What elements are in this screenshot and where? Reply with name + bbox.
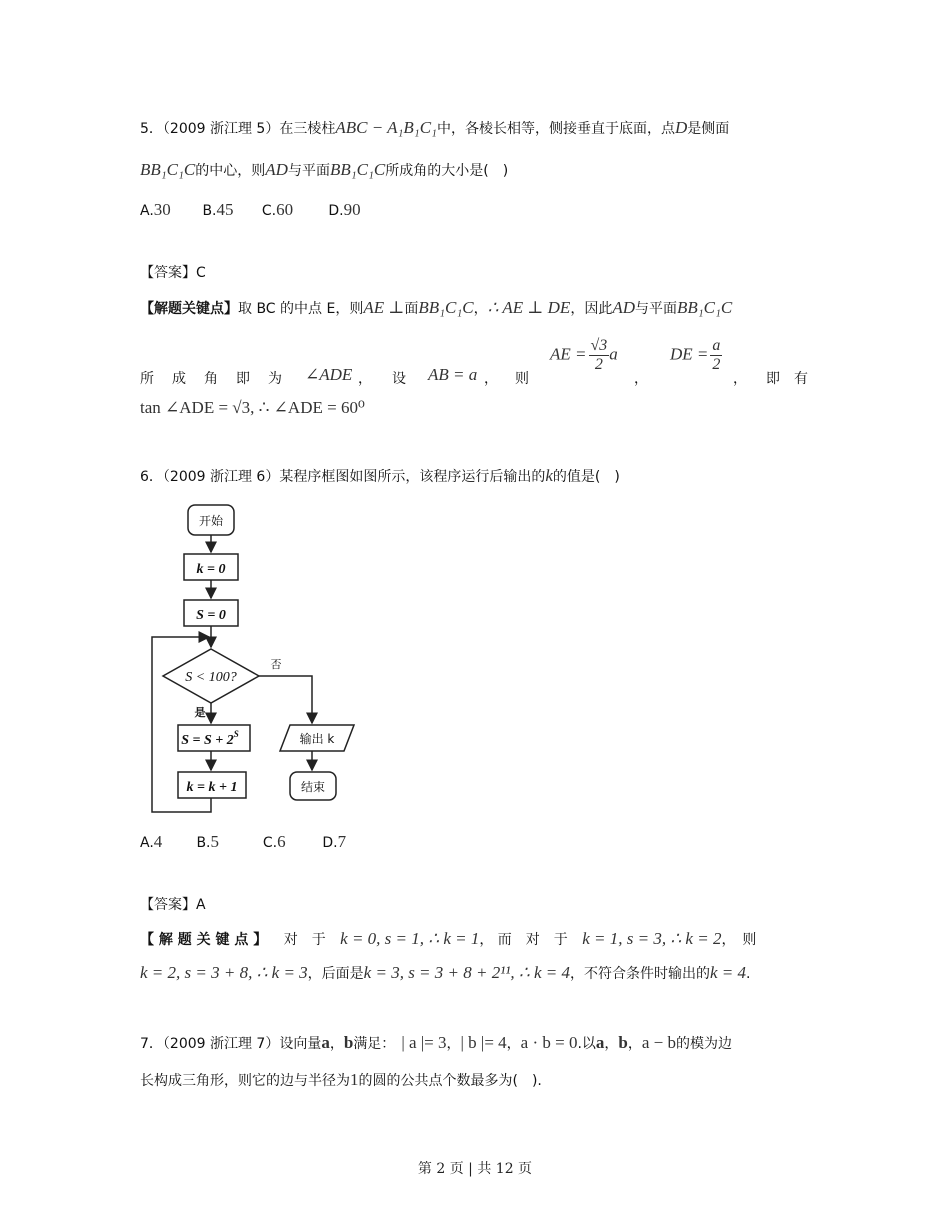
flowchart <box>140 500 370 820</box>
svg-text:结束: 结束 <box>300 780 326 794</box>
option-d: D.7 <box>322 832 347 851</box>
q7-stem-line1: 7．（2009 浙江理 7）设向量a，b满足： | a |= 3，| b |= 4，a · b = 0.以a，b，a − b的模为边 <box>140 1033 733 1052</box>
option-a: A.30 <box>140 200 171 219</box>
svg-text:k = k + 1: k = k + 1 <box>186 780 238 795</box>
svg-text:是: 是 <box>194 706 206 719</box>
q6-stem: 6．（2009 浙江理 6）某程序框图如图所示，该程序运行后输出的k的值是( ) <box>140 466 620 485</box>
q7-stem-line2: 长构成三角形，则它的边与半径为1的圆的公共点个数最多为( ). <box>140 1070 542 1089</box>
q5-solution-line3: tan ∠ADE = √3, ∴ ∠ADE = 60⁰ <box>140 398 365 417</box>
de-formula: DE = $\frac{a}{2}$ <box>670 337 721 373</box>
page-footer: 第 2 页 | 共 12 页 <box>417 1161 533 1177</box>
q5-stem-line2: BB₁C₁C的中心，则AD与平面BB₁C₁C所成角的大小是( ) <box>140 160 509 179</box>
svg-text:否: 否 <box>270 658 282 671</box>
svg-text:S = S + 2S: $S = S + 2^S$ <box>181 729 239 748</box>
option-d: D.90 <box>328 200 361 219</box>
q6-solution-line2: k = 2, s = 3 + 8, ∴ k = 3，后面是k = 3, s = 3 + 8 + 2¹¹, ∴ k = 4，不符合条件时输出的k = 4. <box>140 963 751 982</box>
svg-text:S = 0: S = 0 <box>196 608 226 623</box>
svg-text:k = 0: k = 0 <box>196 562 226 577</box>
option-c: C.6 <box>262 832 286 851</box>
option-b: B.5 <box>196 832 220 851</box>
prism-name: ABC − A₁B₁C₁ <box>335 118 437 137</box>
q5-answer: 【答案】C <box>140 265 206 281</box>
q6-options <box>140 832 346 852</box>
svg-text:S < 100?: S < 100? <box>185 670 237 685</box>
svg-text:输出 k: 输出 k <box>299 732 335 746</box>
q5-options <box>140 200 361 220</box>
svg-text:开始: 开始 <box>198 514 224 528</box>
q5-stem-line1: 5．（2009 浙江理 5）在三棱柱ABC − A₁B₁C₁中，各棱长相等，侧接垂直于底面，点D是侧面 <box>140 118 730 137</box>
q6-solution-line1: 【 解 题 关 键 点 】 对 于 k = 0, s = 1, ∴ k = 1， 而 对 于 k = 1, s = 3, ∴ k = 2， 则 <box>140 929 757 948</box>
option-c: C.60 <box>261 200 294 219</box>
ae-formula: AE = $\frac{√3}{2}$ a <box>550 337 618 373</box>
q5-solution-line1: 【解题关键点】取 BC 的中点 E，则AE ⊥面BB₁C₁C，∴ AE ⊥ DE，因此AD与平面BB₁C₁C <box>140 298 733 317</box>
q6-answer: 【答案】A <box>140 897 206 913</box>
option-a: A.4 <box>140 832 163 851</box>
option-b: B.45 <box>202 200 234 219</box>
